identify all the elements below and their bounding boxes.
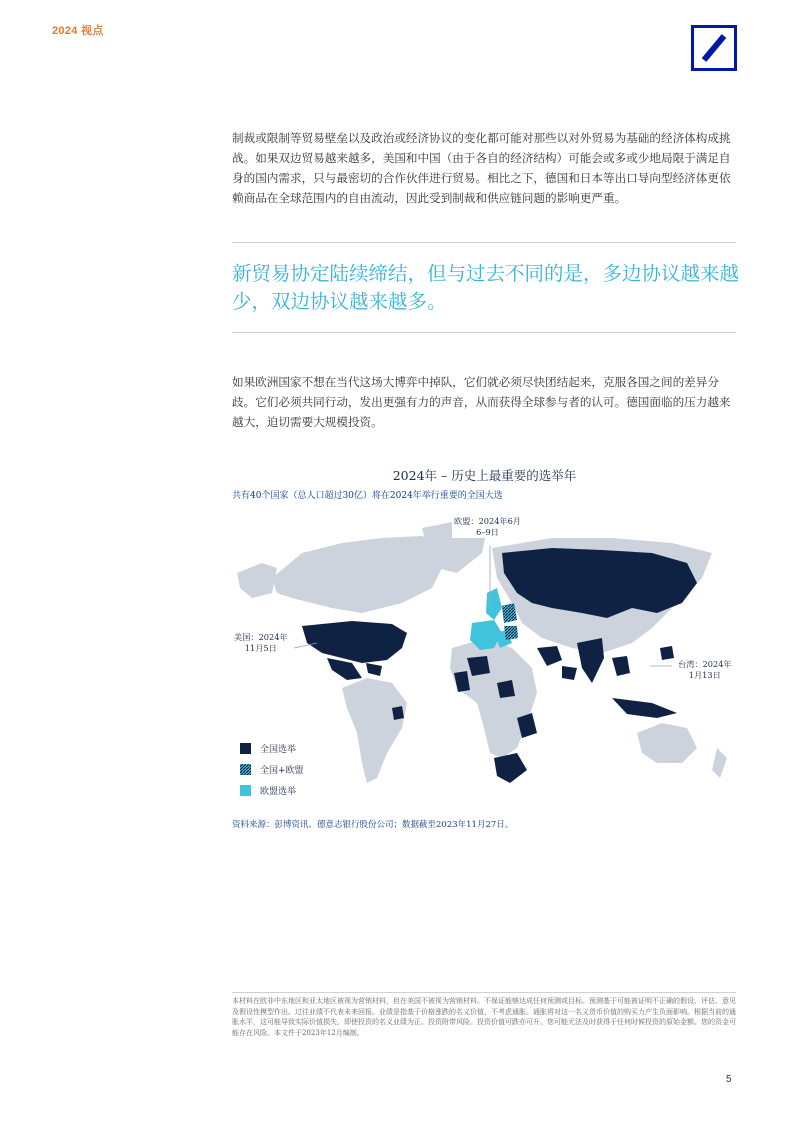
hatched-swatch [240, 764, 251, 775]
map-subtitle: 共有40个国家（总人口超过30亿）将在2024年举行重要的全国大选 [232, 491, 503, 501]
map-source: 资料来源：彭博资讯、德意志银行股份公司；数据截至2023年11月27日。 [232, 820, 514, 830]
legend-label: 欧盟选举 [260, 787, 297, 797]
national-swatch [240, 743, 251, 754]
world-election-map [232, 508, 737, 813]
body-paragraph-2: 如果欧洲国家不想在当代这场大博弈中掉队，它们就必须尽快团结起来，克服各国之间的差异分歧。它们必须共同行动，发出更强有力的声音，从而获得全球参与者的认可。德国面临的压力越来越大，迫切需要大规模投资。 [232, 375, 731, 429]
map-legend [240, 738, 304, 801]
map-title: 2024年 – 历史上最重要的选举年 [392, 468, 577, 483]
footer-rule [232, 992, 736, 993]
legend-label: 全国+欧盟 [260, 766, 304, 776]
legend-item-both [240, 759, 304, 780]
map-annotation-taiwan: 台湾：2024年 1月13日 [678, 659, 732, 680]
eu-swatch [240, 785, 251, 796]
legend-label: 全国选举 [260, 745, 297, 755]
header-label: 2024 视点 [52, 25, 104, 37]
map-annotation-us: 美国：2024年 11月5日 [234, 632, 288, 653]
page-number: 5 [726, 1074, 732, 1085]
legend-item-eu [240, 780, 304, 801]
quote-rule-top [232, 242, 736, 243]
quote-rule-bottom [232, 332, 736, 333]
legend-item-national [240, 738, 304, 759]
map-annotation-eu: 欧盟：2024年6月 6–9日 [454, 516, 521, 537]
disclaimer: 本材料在欧非中东地区和亚太地区被视为营销材料，但在美国不被视为营销材料。不保证能够达成任何预测或目标。预测基于可能被证明不正确的假设、评估、意见及假设性模型作出。过往业绩不代表未来回报。业绩是指基于价格涨跌的名义价值，不考虑通胀。通胀将对这一名义货币价值的购买力产生负面影响。根据当前的通胀水平，这可能导致实际价值损失，即使投资的名义业绩为正。投资附带风险。投资价值可跌亦可升。您可能无法及时获得于任何时候投资的原始金额。您的资金可能存在风险。本文件于2023年12月编制。 [232, 997, 736, 1037]
pull-quote: 新贸易协定陆续缔结，但与过去不同的是，多边协议越来越少，双边协议越来越多。 [232, 262, 740, 313]
body-paragraph-1: 制裁或限制等贸易壁垒以及政治或经济协议的变化都可能对那些以对外贸易为基础的经济体构成挑战。如果双边贸易越来越多，美国和中国（由于各自的经济结构）可能会或多或少地局限于满足自身的国内需求，只与最密切的合作伙伴进行贸易。相比之下，德国和日本等出口导向型经济体更依赖商品在全球范围内的自由流动，因此受到制裁和供应链问题的影响更严重。 [232, 131, 731, 205]
deutsche-bank-logo [691, 25, 737, 71]
